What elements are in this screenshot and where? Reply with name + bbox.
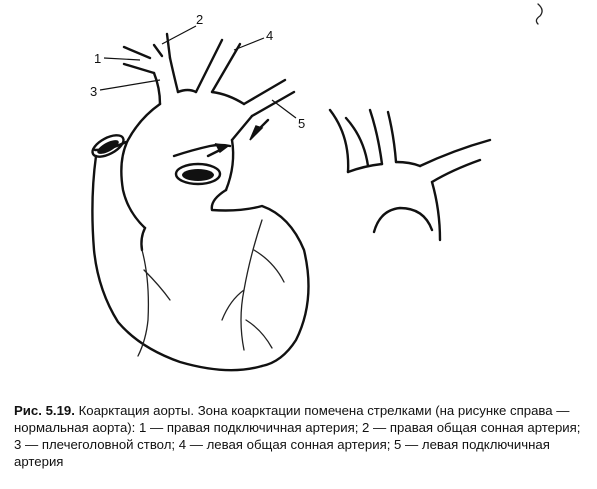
coronary-vessel-6 bbox=[246, 320, 272, 348]
normal-branch-right-lower bbox=[432, 160, 480, 182]
label-1: 1 bbox=[94, 51, 102, 66]
leader-1 bbox=[104, 58, 140, 60]
coronary-vessel-5 bbox=[254, 250, 284, 282]
coarctation-upper bbox=[232, 116, 252, 140]
label-5: 5 bbox=[298, 116, 306, 131]
aortic-arch-top bbox=[178, 90, 244, 104]
normal-branch-mid-left bbox=[370, 110, 382, 164]
right-carotid-artery bbox=[154, 45, 162, 56]
right-subclavian-artery bbox=[124, 47, 150, 58]
right-subclavian-artery-lower bbox=[124, 64, 154, 73]
left-ventricle-outline bbox=[212, 190, 309, 366]
left-carotid-artery-left bbox=[196, 40, 222, 92]
heart-with-coarctation bbox=[89, 12, 308, 370]
pulmonary-trunk-lumen bbox=[182, 169, 214, 181]
normal-descending-aorta bbox=[432, 182, 440, 240]
right-atrium-outline bbox=[92, 156, 262, 370]
normal-branch-left-outer bbox=[330, 110, 348, 172]
leader-4 bbox=[234, 38, 264, 50]
corner-mark bbox=[536, 4, 542, 24]
normal-branch-mid-right bbox=[388, 112, 396, 162]
caption-text: Коарктация аорты. Зона коарктации помечена стрелками (на рисунке справа — нормальная аорта): 1 — правая подключичная артерия; 2 — правая общая сонная артерия; 3 — плечеголовной ствол; 4 — левая общая сонная артерия; 5 — левая подключичная артерия bbox=[14, 403, 581, 469]
brachiocephalic-trunk-right bbox=[170, 58, 178, 92]
label-4: 4 bbox=[266, 28, 274, 43]
coronary-vessel-1 bbox=[138, 250, 148, 356]
brachiocephalic-trunk-left bbox=[154, 73, 160, 104]
figure-caption bbox=[14, 402, 586, 470]
label-2: 2 bbox=[196, 12, 204, 27]
aortic-arch-outer bbox=[121, 104, 160, 228]
normal-aortic-arch-top bbox=[348, 162, 420, 172]
normal-branch-right-upper bbox=[420, 140, 490, 166]
normal-aorta bbox=[330, 110, 490, 240]
coarctation-arrow-top-head bbox=[250, 126, 262, 140]
leader-3 bbox=[100, 80, 160, 90]
label-3: 3 bbox=[90, 84, 98, 99]
leader-5 bbox=[272, 100, 296, 118]
normal-aortic-arch-inner bbox=[374, 208, 432, 232]
normal-branch-left-inner bbox=[346, 118, 368, 166]
right-carotid-artery-right bbox=[167, 34, 170, 58]
caption-figure-ref: Рис. 5.19. bbox=[14, 403, 75, 418]
aorta-heart-seam bbox=[141, 228, 145, 250]
